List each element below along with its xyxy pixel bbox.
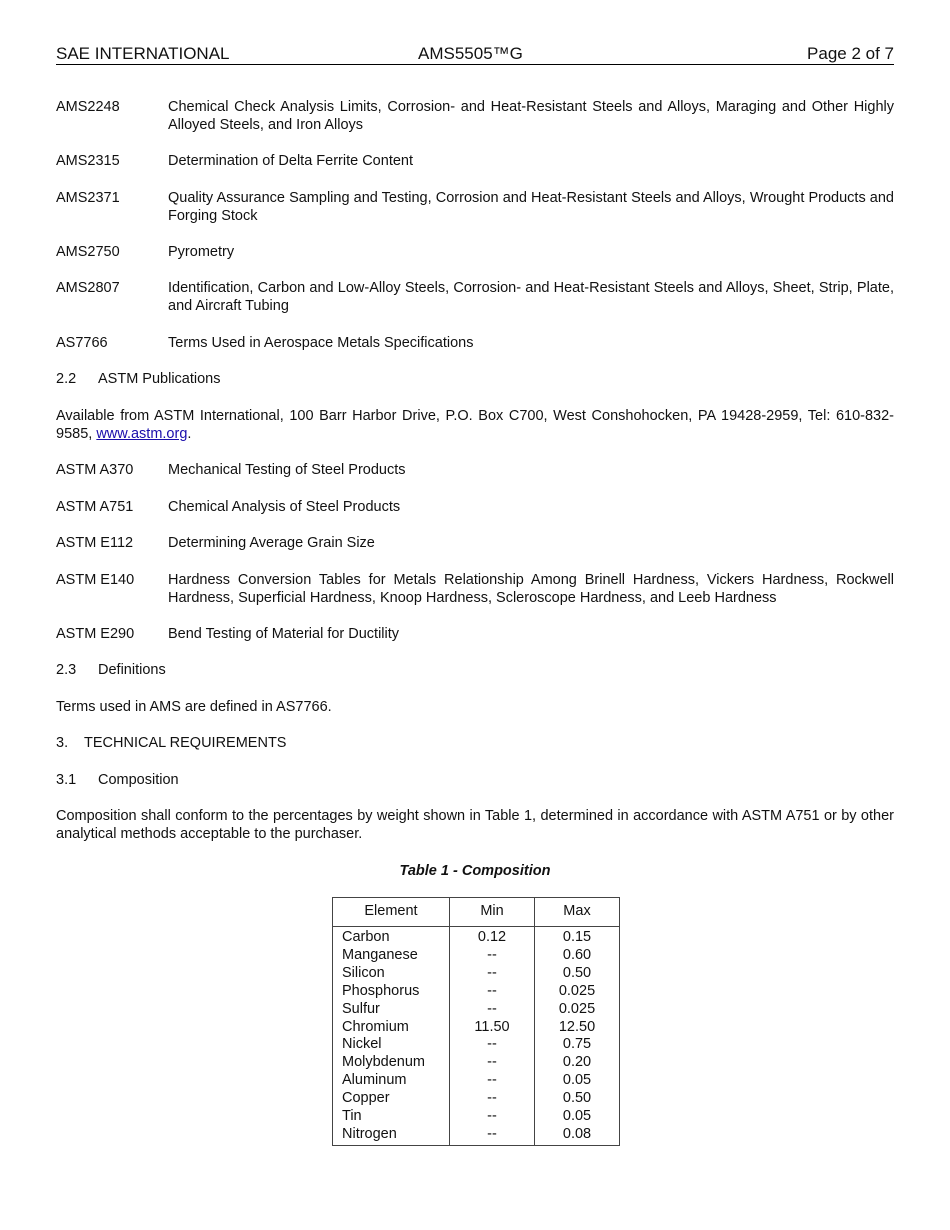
max-cell: 0.05 [562, 1108, 592, 1125]
reference-entry [56, 461, 894, 479]
section-title: ASTM Publications [98, 371, 221, 387]
reference-title: Terms Used in Aerospace Metals Specifications [168, 335, 474, 351]
column-header-min: Min [450, 898, 535, 927]
reference-entry [56, 152, 894, 170]
section-title: TECHNICAL REQUIREMENTS [84, 735, 287, 751]
reference-title: Chemical Check Analysis Limits, Corrosion- and Heat-Resistant Steels and Alloys, Maraging and Other Highly Alloyed Steels, and Iron Alloys [168, 99, 894, 133]
definitions-paragraph: Terms used in AMS are defined in AS7766. [56, 699, 332, 715]
header-page-number: Page 2 of 7 [807, 44, 894, 63]
composition-paragraph: Composition shall conform to the percentages by weight shown in Table 1, determined in accordance with ASTM A751 or by other analytical methods acceptable to the purchaser. [56, 808, 894, 842]
reference-entry [56, 571, 894, 607]
reference-code: AMS2807 [56, 280, 120, 296]
element-cell: Nickel [342, 1036, 382, 1053]
min-cell: -- [487, 1108, 497, 1125]
composition-table [332, 897, 620, 1146]
section-title: Definitions [98, 662, 166, 678]
section-heading [56, 734, 286, 752]
reference-entry [56, 98, 894, 134]
reference-code: ASTM E290 [56, 626, 135, 642]
reference-entry [56, 243, 894, 261]
reference-title: Mechanical Testing of Steel Products [168, 462, 406, 478]
min-cell: -- [487, 1125, 497, 1142]
element-cell: Chromium [342, 1018, 409, 1035]
reference-title: Determining Average Grain Size [168, 535, 375, 551]
reference-code: AMS2750 [56, 244, 120, 260]
availability-text: Available from ASTM International, 100 Barr Harbor Drive, P.O. Box C700, West Conshohocken, PA 19428-2959, Tel: 610-832-9585, [56, 408, 894, 442]
max-cell: 0.20 [562, 1054, 592, 1071]
min-cell: -- [487, 1090, 497, 1107]
element-cell: Carbon [342, 929, 390, 945]
element-column [333, 927, 450, 1146]
section-heading [56, 370, 221, 388]
max-cell: 0.60 [562, 946, 592, 963]
reference-entry [56, 189, 894, 225]
reference-code: ASTM E140 [56, 572, 135, 588]
element-cell: Copper [342, 1090, 390, 1107]
max-cell: 0.025 [558, 1000, 596, 1017]
min-cell: 11.50 [474, 1018, 510, 1035]
section-heading [56, 661, 166, 679]
reference-title: Hardness Conversion Tables for Metals Relationship Among Brinell Hardness, Vickers Hardness, Rockwell Hardness, Superficial Hardness, Knoop Hardness, Scleroscope Hardness, and Leeb Hardness [168, 572, 894, 606]
reference-title: Bend Testing of Material for Ductility [168, 626, 400, 642]
section-number: 3. [56, 735, 69, 751]
reference-title: Determination of Delta Ferrite Content [168, 153, 413, 169]
availability-paragraph [56, 407, 894, 443]
max-cell: 0.75 [562, 1036, 592, 1053]
element-cell: Molybdenum [342, 1054, 426, 1071]
section-number: 2.2 [56, 371, 77, 387]
element-cell: Silicon [342, 964, 385, 981]
max-column [535, 927, 620, 1146]
max-cell: 12.50 [558, 1018, 596, 1035]
reference-code: ASTM E112 [56, 535, 134, 551]
page-header [56, 44, 894, 65]
min-cell: -- [487, 1036, 497, 1053]
max-cell: 0.15 [562, 929, 592, 945]
reference-entry [56, 498, 894, 516]
reference-code: AMS2315 [56, 153, 120, 169]
element-cell: Phosphorus [342, 982, 420, 999]
element-cell: Tin [342, 1108, 362, 1125]
section-heading [56, 771, 179, 789]
element-cell: Nitrogen [342, 1125, 397, 1142]
element-cell: Sulfur [342, 1000, 380, 1017]
header-doc-number: AMS5505™G [418, 44, 523, 63]
min-cell: -- [487, 1054, 497, 1071]
table-header-row [333, 898, 620, 927]
max-cell: 0.50 [562, 1090, 592, 1107]
section-number: 3.1 [56, 772, 77, 788]
reference-title: Identification, Carbon and Low-Alloy Steels, Corrosion- and Heat-Resistant Steels and Alloys, Sheet, Strip, Plate, and Aircraft Tubing [168, 280, 894, 314]
min-cell: -- [487, 1000, 497, 1017]
reference-title: Chemical Analysis of Steel Products [168, 499, 401, 515]
section-title: Composition [98, 772, 179, 788]
max-cell: 0.50 [562, 964, 592, 981]
header-org: SAE INTERNATIONAL [56, 44, 230, 63]
astm-website-link[interactable]: www.astm.org [96, 426, 188, 442]
availability-trailing: . [187, 426, 192, 442]
reference-code: AS7766 [56, 335, 108, 351]
element-cell: Aluminum [342, 1072, 407, 1089]
reference-title: Pyrometry [168, 244, 235, 260]
section-number: 2.3 [56, 662, 77, 678]
reference-title: Quality Assurance Sampling and Testing, Corrosion and Heat-Resistant Steels and Alloys, Wrought Products and Forging Stock [168, 190, 894, 224]
min-cell: -- [487, 946, 497, 963]
min-column [450, 927, 535, 1146]
table-caption: Table 1 - Composition [399, 863, 551, 879]
reference-entry [56, 625, 894, 643]
min-cell: 0.12 [477, 929, 507, 945]
reference-entry [56, 279, 894, 315]
reference-entry [56, 334, 894, 352]
reference-entry [56, 534, 894, 552]
min-cell: -- [487, 964, 497, 981]
column-header-element: Element [333, 898, 450, 927]
reference-code: AMS2371 [56, 190, 120, 206]
max-cell: 0.025 [558, 982, 596, 999]
element-cell: Manganese [342, 946, 418, 963]
reference-code: AMS2248 [56, 99, 120, 115]
min-cell: -- [487, 982, 497, 999]
table-body-row [333, 927, 620, 1146]
reference-code: ASTM A370 [56, 462, 134, 478]
column-header-max: Max [535, 898, 620, 927]
max-cell: 0.08 [562, 1125, 592, 1142]
reference-code: ASTM A751 [56, 499, 134, 515]
max-cell: 0.05 [562, 1072, 592, 1089]
min-cell: -- [487, 1072, 497, 1089]
